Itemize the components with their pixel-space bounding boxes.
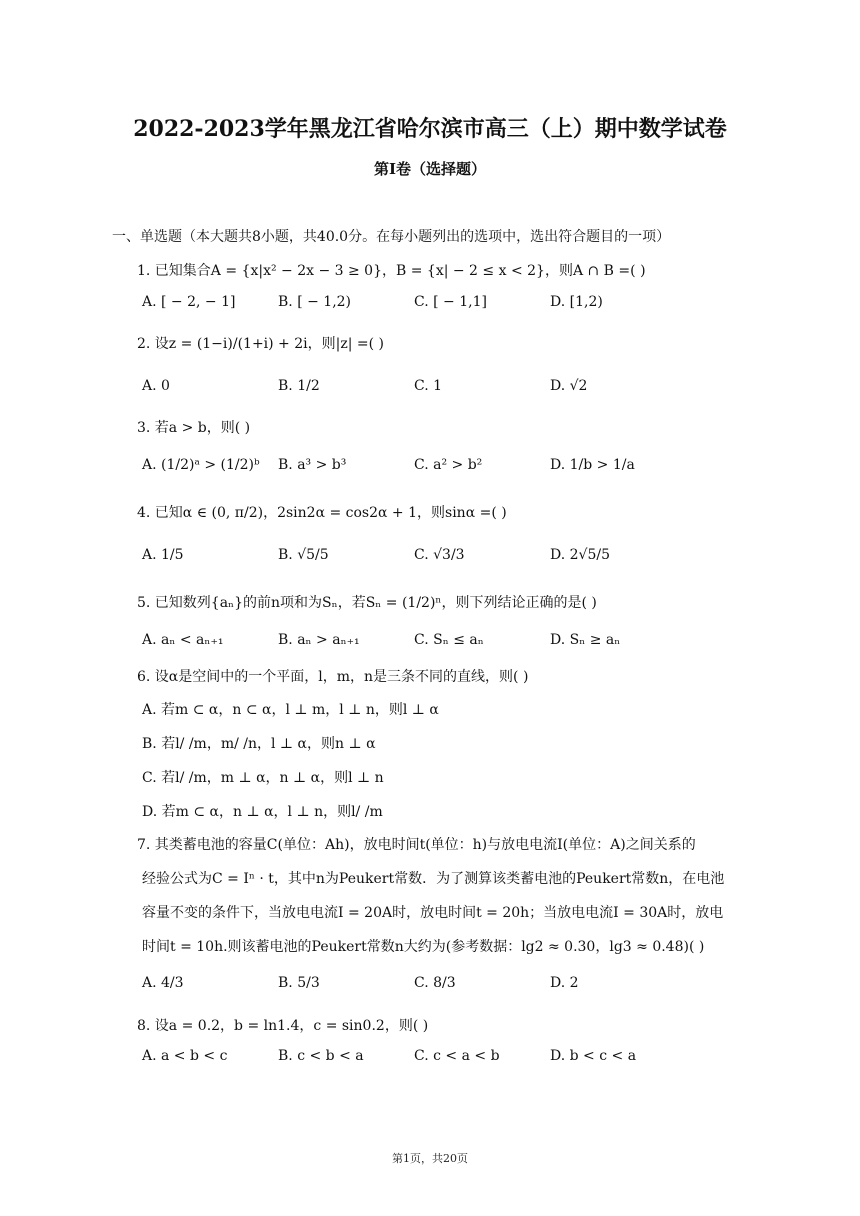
question-4-option-a: A. 1/5 <box>142 547 184 563</box>
question-3-option-d: D. 1/b > 1/a <box>550 457 635 473</box>
question-4-option-b: B. √5/5 <box>278 547 329 563</box>
question-2-option-c: C. 1 <box>414 378 443 394</box>
question-1-option-b: B. [ − 1,2) <box>278 294 352 310</box>
question-1-option-c: C. [ − 1,1] <box>414 294 487 310</box>
question-7-option-a: A. 4/3 <box>142 975 184 991</box>
question-3-option-c: C. a² > b² <box>414 457 483 473</box>
question-2-option-b: B. 1/2 <box>278 378 320 394</box>
question-7-stem-line-3: 容量不变的条件下，当放电电流I = 20A时，放电时间t = 20h；当放电电流I = 30A时，放电 <box>142 905 724 921</box>
question-5-option-d: D. Sₙ ≥ aₙ <box>550 632 621 648</box>
question-2-stem: 2. 设z = (1−i)/(1+i) + 2i，则|z| =( ) <box>137 336 384 352</box>
page-footer: 第1页，共20页 <box>392 1152 468 1165</box>
question-7-option-c: C. 8/3 <box>414 975 456 991</box>
question-1-option-d: D. [1,2) <box>550 294 603 310</box>
question-3-option-a: A. (1/2)ᵃ > (1/2)ᵇ <box>142 457 260 473</box>
question-2-option-a: A. 0 <box>142 378 170 394</box>
question-7-stem-line-2: 经验公式为C = Iⁿ · t，其中n为Peukert常数．为了测算该类蓄电池的Peukert常数n，在电池 <box>142 871 725 887</box>
question-7-stem-line-4: 时间t = 10h.则该蓄电池的Peukert常数n大约为(参考数据：lg2 ≈ 0.30，lg3 ≈ 0.48)( ) <box>142 939 705 955</box>
question-1-option-a: A. [ − 2, − 1] <box>142 294 236 310</box>
question-2-option-d: D. √2 <box>550 378 588 394</box>
question-4-option-d: D. 2√5/5 <box>550 547 610 563</box>
page-subtitle: 第I卷（选择题） <box>373 160 487 178</box>
question-6-option-d: D. 若m ⊂ α，n ⊥ α，l ⊥ n，则l/ /m <box>142 804 383 820</box>
question-6-option-c: C. 若l/ /m，m ⊥ α，n ⊥ α，则l ⊥ n <box>142 770 384 786</box>
question-1-stem: 1. 已知集合A = {x|x² − 2x − 3 ≥ 0}，B = {x| − 2 ≤ x < 2}，则A ∩ B =( ) <box>137 263 646 279</box>
question-5-option-c: C. Sₙ ≤ aₙ <box>414 632 484 648</box>
question-5-option-a: A. aₙ < aₙ₊₁ <box>142 632 224 648</box>
section-heading: 一、单选题（本大题共8小题，共40.0分。在每小题列出的选项中，选出符合题目的一项） <box>112 229 671 245</box>
question-8-option-d: D. b < c < a <box>550 1048 637 1064</box>
question-6-option-b: B. 若l/ /m，m/ /n，l ⊥ α，则n ⊥ α <box>142 736 376 752</box>
page-title: 2022-2023学年黑龙江省哈尔滨市高三（上）期中数学试卷 <box>133 116 727 142</box>
question-5-option-b: B. aₙ > aₙ₊₁ <box>278 632 360 648</box>
question-6-option-a: A. 若m ⊂ α，n ⊂ α，l ⊥ m，l ⊥ n，则l ⊥ α <box>142 702 439 718</box>
question-8-stem: 8. 设a = 0.2，b = ln1.4，c = sin0.2，则( ) <box>137 1018 429 1034</box>
question-3-stem: 3. 若a > b，则( ) <box>137 420 251 436</box>
question-8-option-b: B. c < b < a <box>278 1048 364 1064</box>
question-7-stem-line-1: 7. 其类蓄电池的容量C(单位：Ah)，放电时间t(单位：h)与放电电流I(单位：A)之间关系的 <box>137 837 696 853</box>
question-6-stem: 6. 设α是空间中的一个平面，l，m，n是三条不同的直线，则( ) <box>137 669 529 685</box>
question-3-option-b: B. a³ > b³ <box>278 457 347 473</box>
question-7-option-b: B. 5/3 <box>278 975 320 991</box>
question-4-option-c: C. √3/3 <box>414 547 465 563</box>
question-8-option-a: A. a < b < c <box>142 1048 228 1064</box>
question-7-option-d: D. 2 <box>550 975 579 991</box>
question-4-stem: 4. 已知α ∈ (0, π/2)，2sin2α = cos2α + 1，则sinα =( ) <box>137 505 507 521</box>
question-8-option-c: C. c < a < b <box>414 1048 500 1064</box>
question-5-stem: 5. 已知数列{aₙ}的前n项和为Sₙ，若Sₙ = (1/2)ⁿ，则下列结论正确的是( ) <box>137 595 597 611</box>
